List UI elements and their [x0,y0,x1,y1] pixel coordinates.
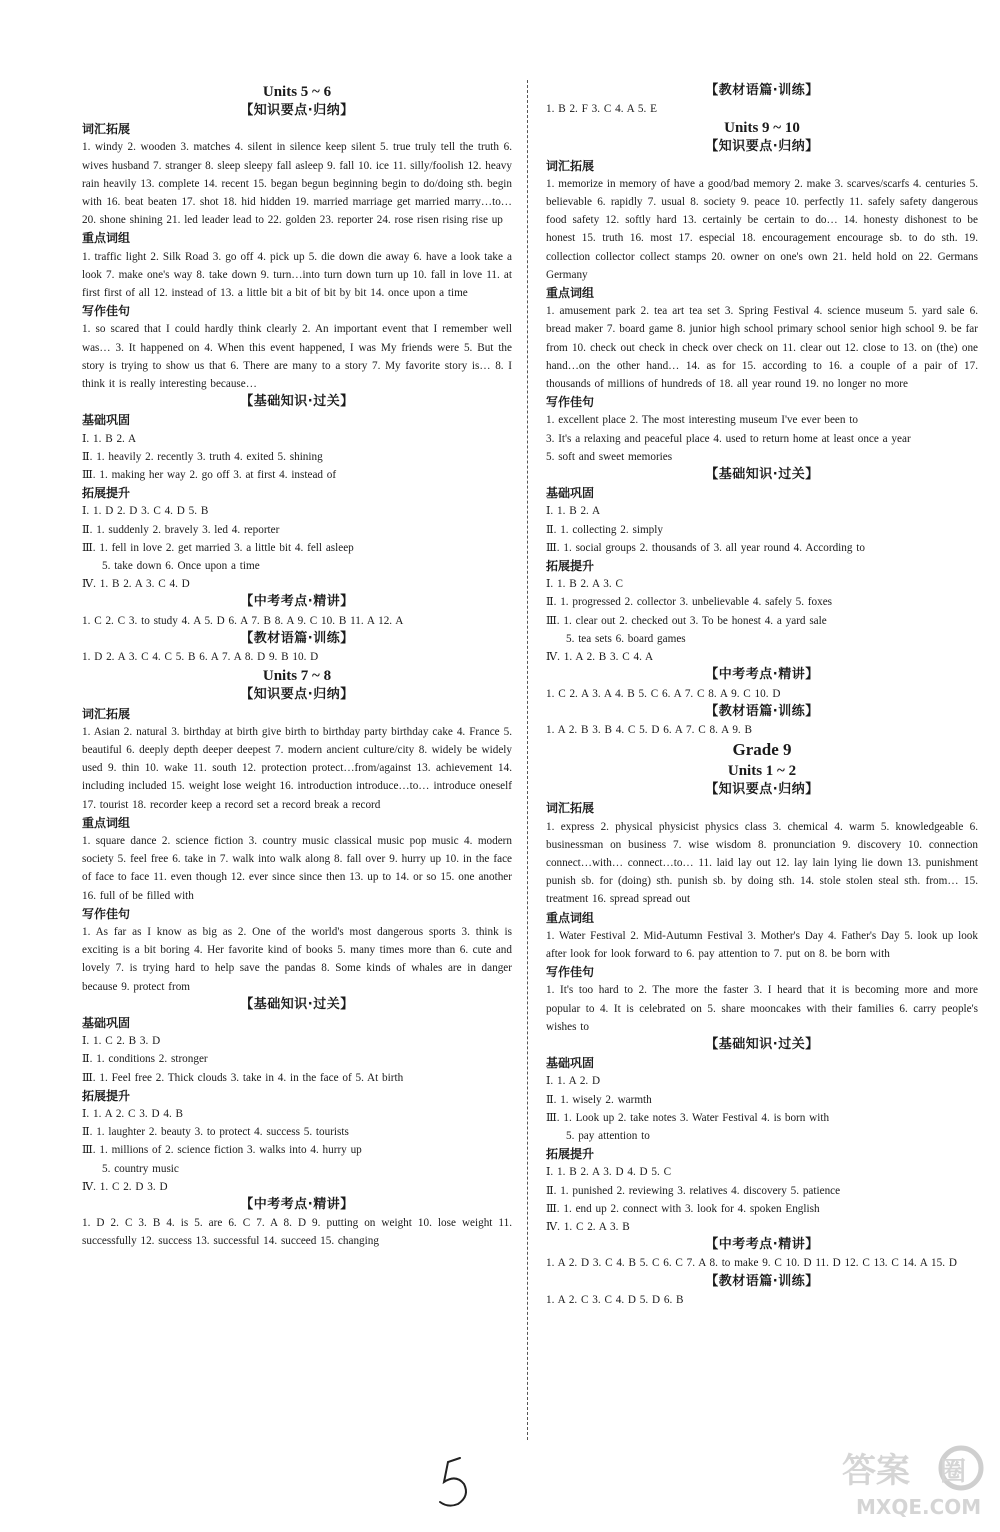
answer-paragraph: 5. tea sets 6. board games [566,632,686,645]
answer-paragraph: 1. memorize in memory of have a good/bad memory 2. make 3. scarves/scarfs 4. centuries 5. believable 6. rapidly 7. usual 8. society 9. peace 10. perfectly 11. safely safety dangerous food safety 12. softly hard 13. certainly be certain to do… 14. honesty dishonest to be honest 15. truth 16. most 17. especial 18. encouragement encourage sb. to do sth. 19. collection collector collect stamps 20. owner on one's own 21. held hold on 22. Germans Germany [546,177,978,281]
answer-paragraph: Ⅰ. 1. B 2. A 3. D 4. D 5. C [546,1166,672,1179]
subsection-label: 写作佳句 [82,906,131,921]
answer-paragraph: Ⅱ. 1. conditions 2. stronger [82,1053,208,1066]
unit-title: Units 9 ~ 10 [724,120,800,137]
subsection-label: 重点词组 [82,231,131,246]
answer-paragraph: 1. so scared that I could hardly think clearly 2. An important event that I remember well was… 3. It happened on 4. When this event happened, I was My friends were 5. But the story is trying to show us that 6. There are many to a story 7. My favorite story is… 8. I think it is really interesting because… [82,323,512,391]
svg-text:圈: 圈 [940,1457,967,1487]
answer-paragraph: Ⅰ. 1. C 2. B 3. D [82,1035,161,1048]
answer-paragraph: Ⅲ. 1. clear out 2. checked out 3. To be honest 4. a yard sale [546,614,827,627]
unit-title: Units 5 ~ 6 [262,84,332,100]
answer-paragraph: 1. express 2. physical physicist physics class 3. chemical 4. warm 5. knowledgeable 6. businessman on business 7. wise wisdom 8. pronunciation 9. discovery 10. connection connect…with… connect…to… 11. laid lay out 12. lay lain lying lie down 13. punishment punish sb. for (doing) sth. punish sb. by doing sth. 14. stole stolen steal sth. from… 15. treatment 16. spread spread out [546,820,978,906]
subsection-label: 拓展提升 [546,1147,595,1162]
subsection-label: 写作佳句 [546,395,595,410]
answer-paragraph: Ⅲ. 1. Feel free 2. Thick clouds 3. take in 4. in the face of 5. At birth [82,1071,404,1084]
answer-paragraph: Ⅰ. 1. A 2. C 3. D 4. B [82,1107,184,1120]
unit-title: Units 1 ~ 2 [727,763,797,780]
answer-paragraph: Ⅰ. 1. B 2. A [546,505,601,518]
section-heading: 【教材语篇·训练】 [705,703,819,719]
answer-paragraph: 5. country music [102,1162,179,1175]
subsection-label: 重点词组 [546,910,595,925]
section-heading: 【教材语篇·训练】 [240,630,354,646]
answer-paragraph: 1. As far as I know as big as 2. One of the world's most dangerous sports 3. think is exciting is a bit boring 4. Her favorite kind of books 5. many times more than 6. cute and lovely 7. is trying hard to help save the pandas 8. Some kinds of whales are in danger because 9. protect from [82,925,512,993]
section-heading: 【基础知识·过关】 [705,1036,819,1052]
answer-paragraph: 1. traffic light 2. Silk Road 3. go off 4. pick up 5. die down die away 6. have a look take a look 7. make one's way 8. take down 9. turn…into turn down turn up 10. fall in love 11. at first first of all 12. instead of 13. a little bit a bit of bit by bit 14. once upon a time [82,250,512,300]
right-column [546,82,978,1309]
answer-paragraph: Ⅰ. 1. B 2. A 3. C [546,578,623,591]
answer-paragraph: Ⅳ. 1. C 2. D 3. D [82,1180,168,1193]
section-heading: 【知识要点·归纳】 [705,782,819,798]
handwritten-page-number [430,1452,480,1512]
answer-paragraph: Ⅱ. 1. laughter 2. beauty 3. to protect 4. success 5. tourists [82,1126,349,1139]
answer-paragraph: Ⅳ. 1. A 2. B 3. C 4. A [546,651,654,664]
answer-paragraph: Ⅱ. 1. suddenly 2. bravely 3. led 4. reporter [82,523,280,536]
answer-paragraph: 1. D 2. A 3. C 4. C 5. B 6. A 7. A 8. D 9. B 10. D [82,651,319,664]
grade-title: Grade 9 [732,740,792,760]
section-heading: 【基础知识·过关】 [240,394,354,410]
answer-paragraph: 1. C 2. A 3. A 4. B 5. C 6. A 7. C 8. A 9. C 10. D [546,687,781,700]
subsection-label: 词汇拓展 [82,122,131,137]
answer-paragraph: Ⅰ. 1. A 2. D [546,1075,601,1088]
answer-paragraph: 1. B 2. F 3. C 4. A 5. E [546,103,657,116]
watermark-logo [836,1440,986,1522]
subsection-label: 写作佳句 [82,304,131,319]
answer-paragraph: 1. A 2. C 3. C 4. D 5. D 6. B [546,1293,684,1306]
svg-text:答案: 答案 [842,1451,910,1491]
svg-text:MXQE.COM: MXQE.COM [856,1495,982,1519]
answer-paragraph: Ⅲ. 1. social groups 2. thousands of 3. all year round 4. According to [546,541,865,554]
subsection-label: 重点词组 [546,286,595,301]
subsection-label: 拓展提升 [82,1088,131,1103]
subsection-label: 拓展提升 [82,486,131,501]
answer-paragraph: 1. A 2. B 3. B 4. C 5. D 6. A 7. C 8. A 9. B [546,723,752,736]
subsection-label: 词汇拓展 [546,801,595,816]
section-heading: 【教材语篇·训练】 [705,1273,819,1289]
answer-paragraph: Ⅰ. 1. D 2. D 3. C 4. D 5. B [82,505,209,518]
section-heading: 【知识要点·归纳】 [705,139,819,155]
answer-paragraph: Ⅲ. 1. Look up 2. take notes 3. Water Festival 4. is born with [546,1111,830,1124]
section-heading: 【中考考点·精讲】 [240,594,354,610]
answer-paragraph: Ⅳ. 1. C 2. A 3. B [546,1220,630,1233]
answer-paragraph: Ⅲ. 1. making her way 2. go off 3. at first 4. instead of [82,469,337,482]
answer-paragraph: 5. soft and sweet memories [546,450,673,463]
section-heading: 【知识要点·归纳】 [240,687,354,703]
answer-paragraph: 1. A 2. D 3. C 4. B 5. C 6. C 7. A 8. to make 9. C 10. D 11. D 12. C 13. C 14. A 15. D [546,1257,957,1270]
subsection-label: 词汇拓展 [546,158,595,173]
answer-paragraph: Ⅱ. 1. progressed 2. collector 3. unbelievable 4. safely 5. foxes [546,596,833,609]
subsection-label: 基础巩固 [82,413,131,428]
subsection-label: 拓展提升 [546,559,595,574]
subsection-label: 重点词组 [82,815,131,830]
subsection-label: 词汇拓展 [82,706,131,721]
answer-paragraph: Ⅳ. 1. B 2. A 3. C 4. D [82,578,190,591]
section-heading: 【中考考点·精讲】 [705,1237,819,1253]
answer-paragraph: 5. take down 6. Once upon a time [102,560,260,573]
section-heading: 【教材语篇·训练】 [705,83,819,98]
section-heading: 【基础知识·过关】 [240,996,354,1012]
answer-paragraph: 3. It's a relaxing and peaceful place 4. used to return home at least once a year [546,432,911,445]
answer-paragraph: Ⅱ. 1. wisely 2. warmth [546,1093,652,1106]
unit-title: Units 7 ~ 8 [262,668,332,685]
answer-paragraph: 1. It's too hard to 2. The more the faster 3. I heard that it is becoming more and more popular to 4. It is celebrated on 5. share mooncakes with their families 6. carry people's wishes to [546,984,978,1033]
answer-paragraph: 1. windy 2. wooden 3. matches 4. silent in silence keep silent 5. true truly tell the truth 6. wives husband 7. stranger 8. sleep sleepy fall asleep 9. fall 10. ice 11. silly/foolish 12. heavy rain heavily 13. complete 14. recent 15. began begun beginning begin to do/doing sth. begin with 16. beat beaten 17. shot 18. hid hidden 19. married marriage get married marry…to… 20. shone shining 21. led leader lead to 22. golden 23. reporter 24. rose risen rising rise up [82,141,512,227]
answer-paragraph: Ⅲ. 1. fell in love 2. get married 3. a little bit 4. fell asleep [82,541,354,554]
section-heading: 【基础知识·过关】 [705,467,819,483]
column-divider [527,80,528,1440]
answer-paragraph: 1. square dance 2. science fiction 3. country music classical music pop music 4. modern society 5. feel free 6. take in 7. walk into walk along 8. fall over 9. hurry up 10. in the face of face to face 11. even though 12. ever since since then 13. up to 14. or so 15. one another 16. full of be filled with [82,834,512,902]
answer-paragraph: 5. pay attention to [566,1129,650,1142]
answer-paragraph: 1. D 2. C 3. B 4. is 5. are 6. C 7. A 8. D 9. putting on weight 10. lose weight 11. successfully 12. success 13. successful 14. succeed 15. changing [82,1217,512,1248]
answer-paragraph: 1. excellent place 2. The most interesting museum I've ever been to [546,414,858,427]
section-heading: 【中考考点·精讲】 [705,667,819,683]
answer-paragraph: Ⅰ. 1. B 2. A [82,432,137,445]
answer-paragraph: 1. C 2. C 3. to study 4. A 5. D 6. A 7. B 8. A 9. C 10. B 11. A 12. A [82,614,404,627]
answer-paragraph: Ⅱ. 1. collecting 2. simply [546,523,663,536]
answer-paragraph: Ⅲ. 1. end up 2. connect with 3. look for 4. spoken English [546,1202,820,1215]
left-column [82,82,512,1251]
subsection-label: 写作佳句 [546,965,595,980]
section-heading: 【中考考点·精讲】 [240,1196,354,1212]
section-heading: 【知识要点·归纳】 [240,103,354,118]
answer-paragraph: Ⅱ. 1. punished 2. reviewing 3. relatives 4. discovery 5. patience [546,1184,841,1197]
subsection-label: 基础巩固 [82,1015,131,1030]
answer-paragraph: Ⅲ. 1. millions of 2. science fiction 3. walks into 4. hurry up [82,1144,362,1157]
answer-paragraph: 1. Water Festival 2. Mid-Autumn Festival 3. Mother's Day 4. Father's Day 5. look up look after look for look forward to 6. pay attention to 7. put on 8. be born with [546,929,978,960]
answer-paragraph: Ⅱ. 1. heavily 2. recently 3. truth 4. exited 5. shining [82,450,323,463]
answer-paragraph: 1. Asian 2. natural 3. birthday at birth give birth to birthday party birthday cake 4. France 5. beautiful 6. deeply depth deeper deepest 7. modern ancient culture/city 8. widely be widely used 9. thin 10. wake 11. south 12. protection protect…from/against 13. achievement 14. including included 15. weight lose weight 16. introduction introduce…to… introduce oneself 17. tourist 18. recorder keep a record set a record break a record [82,725,512,811]
subsection-label: 基础巩固 [546,486,595,501]
answer-paragraph: 1. amusement park 2. tea art tea set 3. Spring Festival 4. science museum 5. yard sale 6. bread maker 7. board game 8. junior high school primary school senior high school 9. be far from 10. check out check in check over check on 11. clear out 12. close to 13. on (the) one hand…on the other hand… 14. as for 15. according to 16. a couple of a pair of 17. thousands of millions of hundreds of 18. all year round 19. no longer no more [546,305,978,391]
subsection-label: 基础巩固 [546,1056,595,1071]
